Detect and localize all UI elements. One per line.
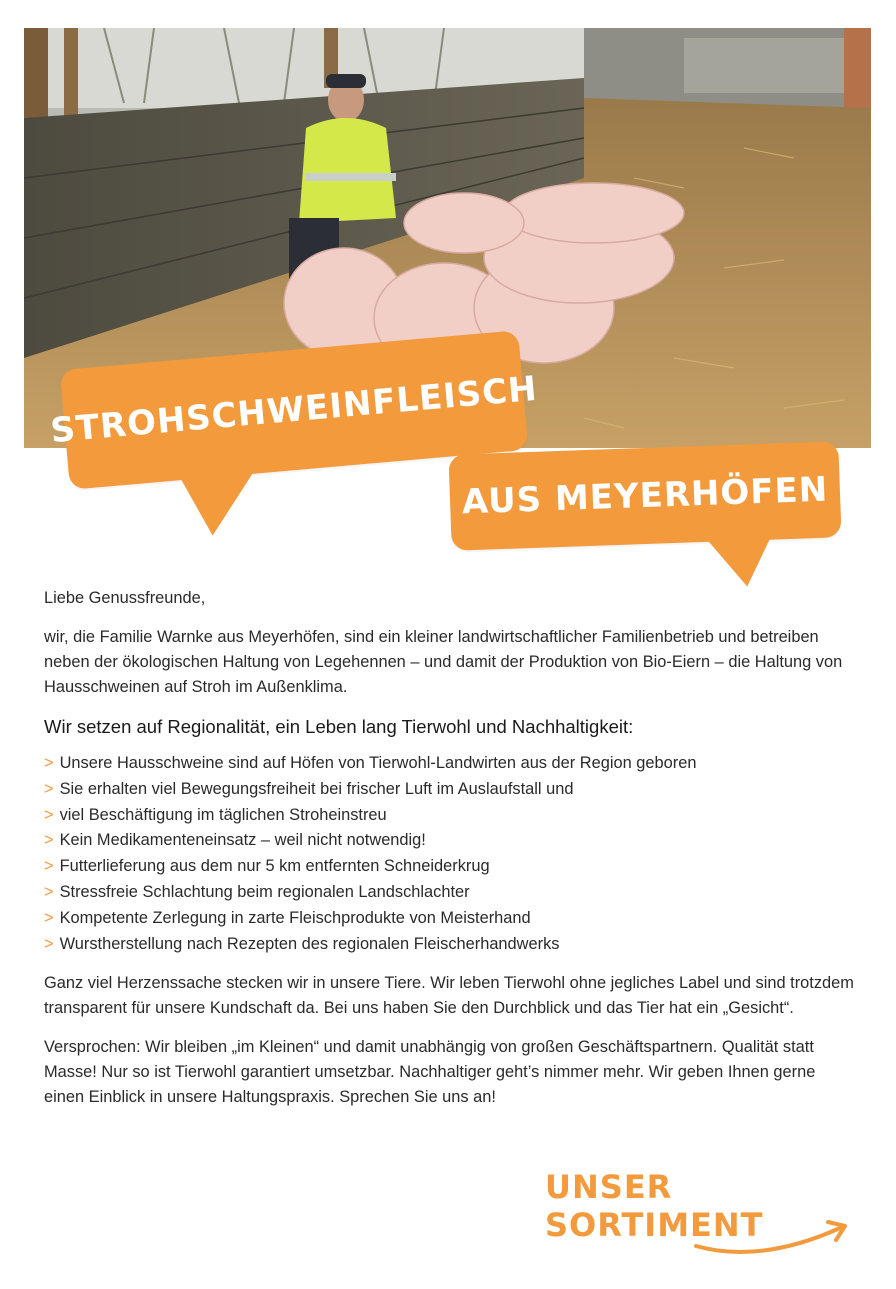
intro-paragraph: wir, die Familie Warnke aus Meyerhöfen, sind ein kleiner landwirtschaftlicher Familienbetrieb und betreiben neben der ökologischen Haltung von Legehennen – und damit der Produktion von Bio-Eiern – die Haltung von Hausschweinen auf Stroh im Außenklima. [44,628,843,696]
section-heading: Wir setzen auf Regionalität, ein Leben lang Tierwohl und Nachhaltigkeit: [44,716,634,737]
arrow-right-icon[interactable] [690,1212,855,1262]
bullet-arrow-icon: > [44,754,54,772]
bullet-arrow-icon: > [44,779,54,798]
bubble-tail-2 [705,536,773,588]
bullet-arrow-icon: > [44,882,54,901]
list-item: > Kein Medikamenteneinsatz – weil nicht notwendig! [44,831,426,850]
list-item: > Stressfreie Schlachtung beim regionalen Landschlachter [44,882,470,901]
bullet-arrow-icon: > [44,857,54,876]
bubble-tail-1 [179,470,260,538]
bullet-arrow-icon: > [44,908,54,927]
title-bubble-2 [448,441,841,551]
paragraph-3: Versprochen: Wir bleiben „im Kleinen“ und damit unabhängig von großen Geschäftspartnern. Qualität statt Masse! Nur so ist Tierwohl garantiert umsetzbar. Nachhaltiger geht’s nimmer mehr. Wir geben Ihnen gerne einen Einblick in unsere Haltungspraxis. Sprechen Sie uns an! [44,1038,816,1107]
title-line-1: STROHSCHWEINFLEISCH [48,368,540,452]
greeting: Liebe Genussfreunde, [44,589,206,607]
list-item: > Wurstherstellung nach Rezepten des regionalen Fleischerhandwerks [44,934,560,953]
bullet-arrow-icon: > [44,831,54,850]
list-item: > Sie erhalten viel Bewegungsfreiheit bei frischer Luft im Auslaufstall und [44,779,574,798]
list-item: > viel Beschäftigung im täglichen Stroheinstreu [44,805,387,824]
list-item: > Unsere Hausschweine sind auf Höfen von Tierwohl-Landwirten aus der Region geboren [44,754,697,772]
main-content [44,586,854,1124]
list-item: > Futterlieferung aus dem nur 5 km entfernten Schneiderkrug [44,857,490,876]
paragraph-2: Ganz viel Herzenssache stecken wir in unsere Tiere. Wir leben Tierwohl ohne jegliches Label und sind trotzdem transparent für unsere Kundschaft da. Bei uns haben Sie den Durchblick und das Tier hat ein „Gesicht“. [44,974,854,1018]
bullet-arrow-icon: > [44,805,54,824]
list-item: > Kompetente Zerlegung in zarte Fleischprodukte von Meisterhand [44,908,531,927]
title-line-2: AUS MEYERHÖFEN [461,469,829,523]
bullet-arrow-icon: > [44,934,54,953]
bullet-list [44,751,854,957]
sortiment-link[interactable]: UNSER SORTIMENT [545,1168,764,1244]
